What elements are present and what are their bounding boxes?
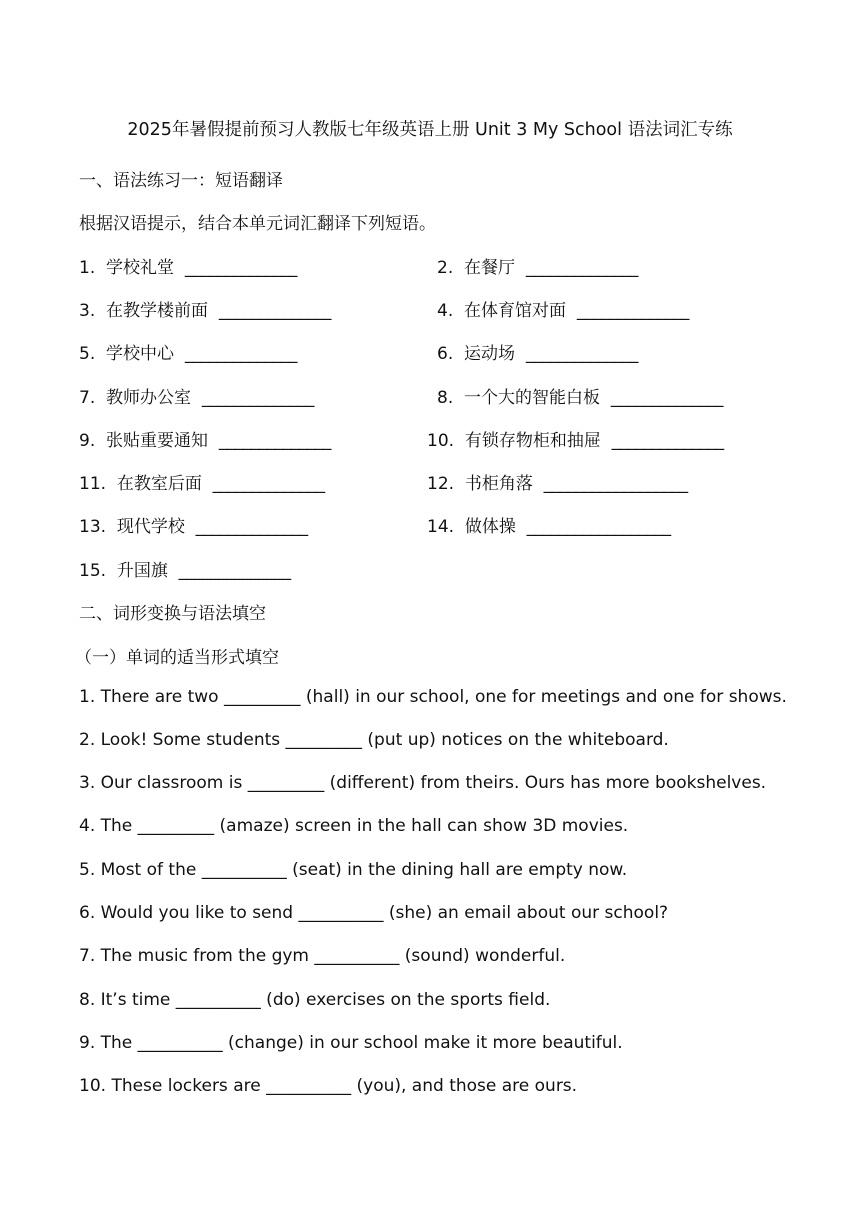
answer-blank[interactable]: ______________ <box>184 258 297 278</box>
phrase-item-9: 9. 张贴重要通知 ______________ <box>79 431 331 451</box>
page-title: 2025年暑假提前预习人教版七年级英语上册 Unit 3 My School 语法词汇专练 <box>127 120 733 140</box>
phrase-item-7: 7. 教师办公室 ______________ <box>79 388 314 408</box>
phrase-item-14: 14. 做体操 __________________ <box>427 517 671 537</box>
answer-blank[interactable]: ______________ <box>610 388 723 408</box>
fill-sentence-3[interactable]: 3. Our classroom is _________ (different) from theirs. Ours has more bookshelves. <box>79 773 767 793</box>
phrase-item-4: 4. 在体育馆对面 ______________ <box>437 301 689 321</box>
fill-sentence-4[interactable]: 4. The _________ (amaze) screen in the hall can show 3D movies. <box>79 816 629 836</box>
answer-blank[interactable]: ______________ <box>218 301 331 321</box>
phrase-item-15: 15. 升国旗 ______________ <box>79 561 291 581</box>
answer-blank[interactable]: ______________ <box>218 431 331 451</box>
phrase-item-10: 10. 有锁存物柜和抽屉 ______________ <box>427 431 724 451</box>
phrase-item-3: 3. 在教学楼前面 ______________ <box>79 301 331 321</box>
phrase-item-6: 6. 运动场 ______________ <box>437 344 638 364</box>
section-heading-1: 一、语法练习一：短语翻译 <box>79 171 283 191</box>
fill-sentence-1[interactable]: 1. There are two _________ (hall) in our school, one for meetings and one for shows. <box>79 687 787 707</box>
answer-blank[interactable]: ______________ <box>611 431 724 451</box>
fill-sentence-6[interactable]: 6. Would you like to send __________ (she) an email about our school? <box>79 903 669 923</box>
subsection-heading: （一）单词的适当形式填空 <box>75 648 279 668</box>
fill-sentence-5[interactable]: 5. Most of the __________ (seat) in the dining hall are empty now. <box>79 860 628 880</box>
section-instruction: 根据汉语提示，结合本单元词汇翻译下列短语。 <box>79 214 436 234</box>
phrase-item-5: 5. 学校中心 ______________ <box>79 344 297 364</box>
fill-sentence-7[interactable]: 7. The music from the gym __________ (sound) wonderful. <box>79 946 566 966</box>
answer-blank[interactable]: ______________ <box>212 474 325 494</box>
answer-blank[interactable]: ______________ <box>178 561 291 581</box>
fill-sentence-9[interactable]: 9. The __________ (change) in our school make it more beautiful. <box>79 1033 623 1053</box>
answer-blank[interactable]: ______________ <box>195 517 308 537</box>
answer-blank[interactable]: ______________ <box>525 258 638 278</box>
answer-blank[interactable]: __________________ <box>543 474 688 494</box>
phrase-item-12: 12. 书柜角落 __________________ <box>427 474 688 494</box>
phrase-item-13: 13. 现代学校 ______________ <box>79 517 308 537</box>
answer-blank[interactable]: ______________ <box>184 344 297 364</box>
section-heading-2: 二、词形变换与语法填空 <box>79 604 266 624</box>
answer-blank[interactable]: __________________ <box>526 517 671 537</box>
phrase-item-11: 11. 在教室后面 ______________ <box>79 474 325 494</box>
answer-blank[interactable]: ______________ <box>201 388 314 408</box>
answer-blank[interactable]: ______________ <box>525 344 638 364</box>
answer-blank[interactable]: ______________ <box>576 301 689 321</box>
phrase-item-1: 1. 学校礼堂 ______________ <box>79 258 297 278</box>
fill-sentence-8[interactable]: 8. It’s time __________ (do) exercises on the sports field. <box>79 990 551 1010</box>
phrase-item-2: 2. 在餐厅 ______________ <box>437 258 638 278</box>
fill-sentence-2[interactable]: 2. Look! Some students _________ (put up) notices on the whiteboard. <box>79 730 669 750</box>
fill-sentence-10[interactable]: 10. These lockers are __________ (you), and those are ours. <box>79 1076 578 1096</box>
phrase-item-8: 8. 一个大的智能白板 ______________ <box>437 388 723 408</box>
